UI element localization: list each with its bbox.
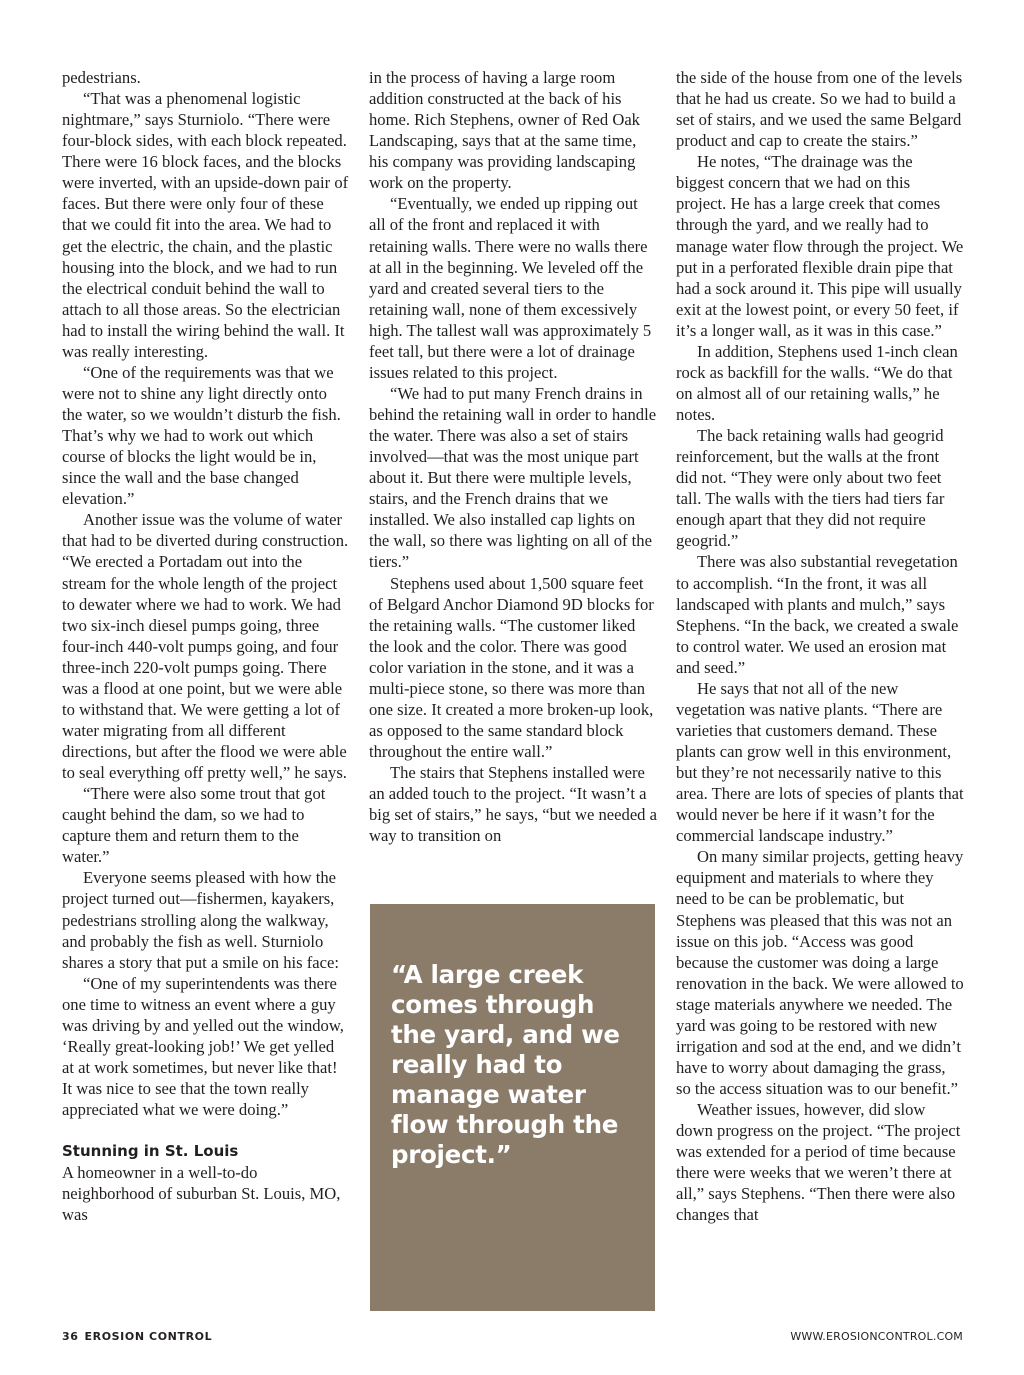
article-paragraph: “We had to put many French drains in behind the retaining wall in order to handle the water. There was also a set of stairs involved—that was the most unique part about it. But there were multiple levels, stairs, and the French drains that we installed. We also installed cap lights on the wall, so there was lighting on all of the tiers.” [369,383,657,572]
article-paragraph: The stairs that Stephens installed were an added touch to the project. “It wasn’t a big set of stairs,” he says, “but we needed a way to transition on [369,763,657,846]
article-paragraph: There was also substantial revegetation to accomplish. “In the front, it was all landscaped with plants and mulch,” says Stephens. “In the back, we created a swale to control water. We used an erosion mat and seed.” [676,552,959,677]
article-paragraph: On many similar projects, getting heavy equipment and materials to where they need to be can be problematic, but Stephens was pleased that this was not an issue on this job. “Access was good because the customer was doing a large renovation in the back. We were allowed to stage materials anywhere we needed. The yard was going to be restored with new irrigation and sod at the end, and we didn’t have to worry about damaging the grass, so the access situation was to our benefit.” [676,847,964,1098]
publication-name: EROSION CONTROL [84,1330,213,1343]
article-column-2 [369,67,657,846]
article-paragraph: Weather issues, however, did slow down progress on the project. “The project was extended for a period of time because there were weeks that we weren’t there at all,” says Stephens. “Then there were also changes that [676,1100,961,1225]
article-paragraph: the side of the house from one of the levels that he had us create. So we had to build a set of stairs, and we used the same Belgard product and cap to create the stairs.” [676,68,963,151]
page-footer-folio [62,1330,212,1343]
website-url: WWW.EROSIONCONTROL.COM [790,1330,963,1343]
article-paragraph: Another issue was the volume of water that had to be diverted during construction. “We erected a Portadam out into the stream for the whole length of the project to dewater where we had to work. We had two six-inch diesel pumps going, three four-inch 440-volt pumps going, and four three-inch 220-volt pumps going. There was a flood at one point, but we were able to withstand that. We were getting a lot of water migrating from all different directions, but after the flood we were able to seal everything off pretty well,” he says. [62,510,349,783]
article-paragraph: In addition, Stephens used 1-inch clean rock as backfill for the walls. “We do that on almost all of our retaining walls,” he notes. [676,341,958,424]
article-paragraph: The back retaining walls had geogrid reinforcement, but the walls at the front did not. “They were only about two feet tall. The walls with the tiers had tiers far enough apart that they did not require geogrid.” [676,426,945,551]
article-column-3 [676,67,964,1225]
article-paragraph: He notes, “The drainage was the biggest concern that we had on this project. He has a large creek that comes through the yard, and we really had to manage water flow through the project. We put in a perforated flexible drain pipe that had a sock around it. This pipe will usually exit at the lowest point, or every 50 feet, if it’s a longer wall, as it was in this case.” [676,152,964,340]
article-paragraph: “There were also some trout that got caught behind the dam, so we had to capture them and return them to the water.” [62,784,326,867]
article-paragraph: “That was a phenomenal logistic nightmare,” says Sturniolo. “There were four-block sides, with each block repeated. There were 16 block faces, and the blocks were inverted, with an upside-down pair of faces. But there were only four of these that we could fit into the area. We had to get the electric, the chain, and the plastic housing into the block, and we had to run the electrical conduit behind the wall to attach to all those areas. So the electrician had to install the wiring behind the wall. It was really interesting. [62,89,349,361]
article-paragraph: “One of the requirements was that we were not to shine any light directly onto the water, so we wouldn’t disturb the fish. That’s why we had to work out which course of blocks the light would be in, since the wall and the base changed elevation.” [62,362,341,509]
page-number: 36 [62,1330,79,1343]
pull-quote-text: “A large creek comes through the yard, and we really had to manage water flow through the project.” [391,960,620,1169]
article-paragraph: Stephens used about 1,500 square feet of Belgard Anchor Diamond 9D blocks for the retaining walls. “The customer liked the look and the color. There was good color variation in the stone, and it was a multi-piece stone, so there was more than one size. It created a more broken-up look, as opposed to the same standard block throughout the entire wall.” [369,573,654,761]
article-paragraph: pedestrians. [62,68,141,87]
pull-quote-box [370,904,655,1311]
article-paragraph: “One of my superintendents was there one time to witness an event where a guy was driving by and yelled out the window, ‘Really great-looking job!’ We get yelled at at work sometimes, but never like that! It was nice to see that the town really appreciated what we were doing.” [62,973,344,1120]
section-subhead: Stunning in St. Louis [62,1142,239,1161]
article-paragraph: A homeowner in a well-to-do neighborhood of suburban St. Louis, MO, was [62,1163,341,1225]
article-paragraph: in the process of having a large room addition constructed at the back of his home. Rich Stephens, owner of Red Oak Landscaping, says that at the same time, his company was providing landscaping work on the property. [369,68,640,193]
article-paragraph: “Eventually, we ended up ripping out all of the front and replaced it with retaining walls. There were no walls there at all in the beginning. We leveled off the yard and created several tiers to the retaining wall, none of them excessively high. The tallest wall was approximately 5 feet tall, but there were a lot of drainage issues related to this project. [369,194,652,382]
article-column-1 [62,67,350,1225]
article-paragraph: Everyone seems pleased with how the project turned out—fishermen, kayakers, pedestrians strolling along the walkway, and probably the fish as well. Sturniolo shares a story that put a smile on his face: [62,868,339,972]
article-paragraph: He says that not all of the new vegetation was native plants. “There are varieties that customers demand. These plants can grow well in this environment, but they’re not necessarily native to this area. There are lots of species of plants that would never be here if it wasn’t for the commercial landscape industry.” [676,678,964,846]
